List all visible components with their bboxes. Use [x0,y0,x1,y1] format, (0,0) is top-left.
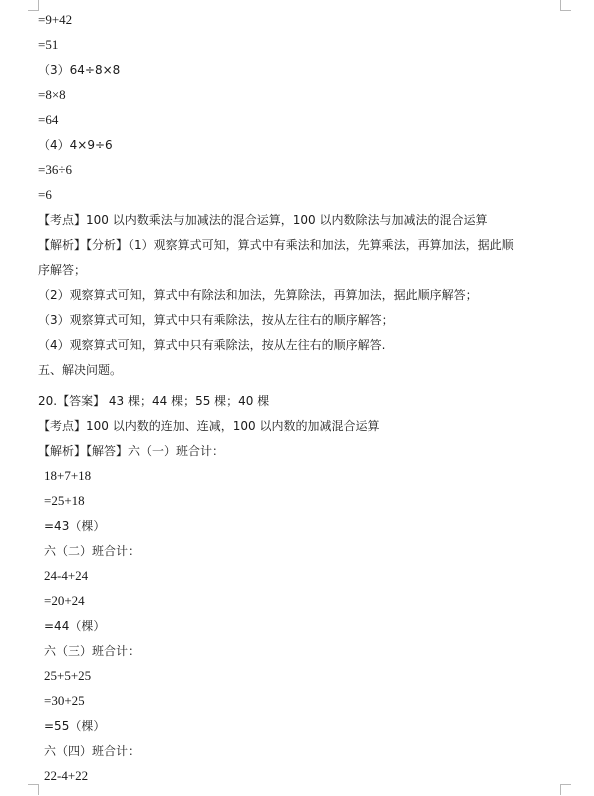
text-line: 六（三）班合计： [44,644,141,658]
analysis-line: 【解析】【分析】（1）观察算式可知，算式中有乘法和加法，先算乘法，再算加法，据此顺 [38,238,514,252]
knowledge-point-line: 【考点】100 以内数的连加、连减，100 以内数的加减混合运算 [38,419,380,433]
page-corner-mark [28,0,39,11]
text-line: =44（棵） [44,619,106,633]
text-line: 24-4+24 [44,568,89,583]
text-line: =51 [38,37,59,52]
text-line: =25+18 [44,493,85,508]
answer-line: 20.【答案】 43 棵；44 棵；55 棵；40 棵 [38,394,270,408]
text-line: =20+24 [44,593,85,608]
text-line: =8×8 [38,87,66,102]
text-line: =30+25 [44,693,85,708]
knowledge-point-line: 【考点】100 以内数乘法与加减法的混合运算，100 以内数除法与加减法的混合运算 [38,213,488,227]
text-line: （3）64÷8×8 [38,63,121,77]
text-line: 序解答； [38,263,87,277]
text-line: 18+7+18 [44,468,92,483]
analysis-line: 【解析】【解答】六（一）班合计： [38,444,225,458]
page-corner-mark [560,0,571,11]
text-line: =6 [38,187,52,202]
text-line: 六（四）班合计： [44,744,141,758]
text-line: =36÷6 [38,162,72,177]
text-line: （3）观察算式可知，算式中只有乘除法，按从左往右的顺序解答； [38,313,394,327]
text-line: 25+5+25 [44,668,92,683]
section-heading: 五、解决问题。 [38,363,123,377]
text-line: （2）观察算式可知，算式中有除法和加法，先算除法，再算加法，据此顺序解答； [38,288,478,302]
text-line: 22-4+22 [44,768,89,783]
text-line: =55（棵） [44,719,106,733]
text-line: =9+42 [38,12,73,27]
page-corner-mark [560,784,571,795]
text-line: （4）观察算式可知，算式中只有乘除法，按从左往右的顺序解答. [38,338,386,352]
page-corner-mark [28,784,39,795]
text-line: （4）4×9÷6 [38,138,113,152]
text-line: =43（棵） [44,519,106,533]
text-line: 六（二）班合计： [44,544,141,558]
text-line: =64 [38,112,59,127]
